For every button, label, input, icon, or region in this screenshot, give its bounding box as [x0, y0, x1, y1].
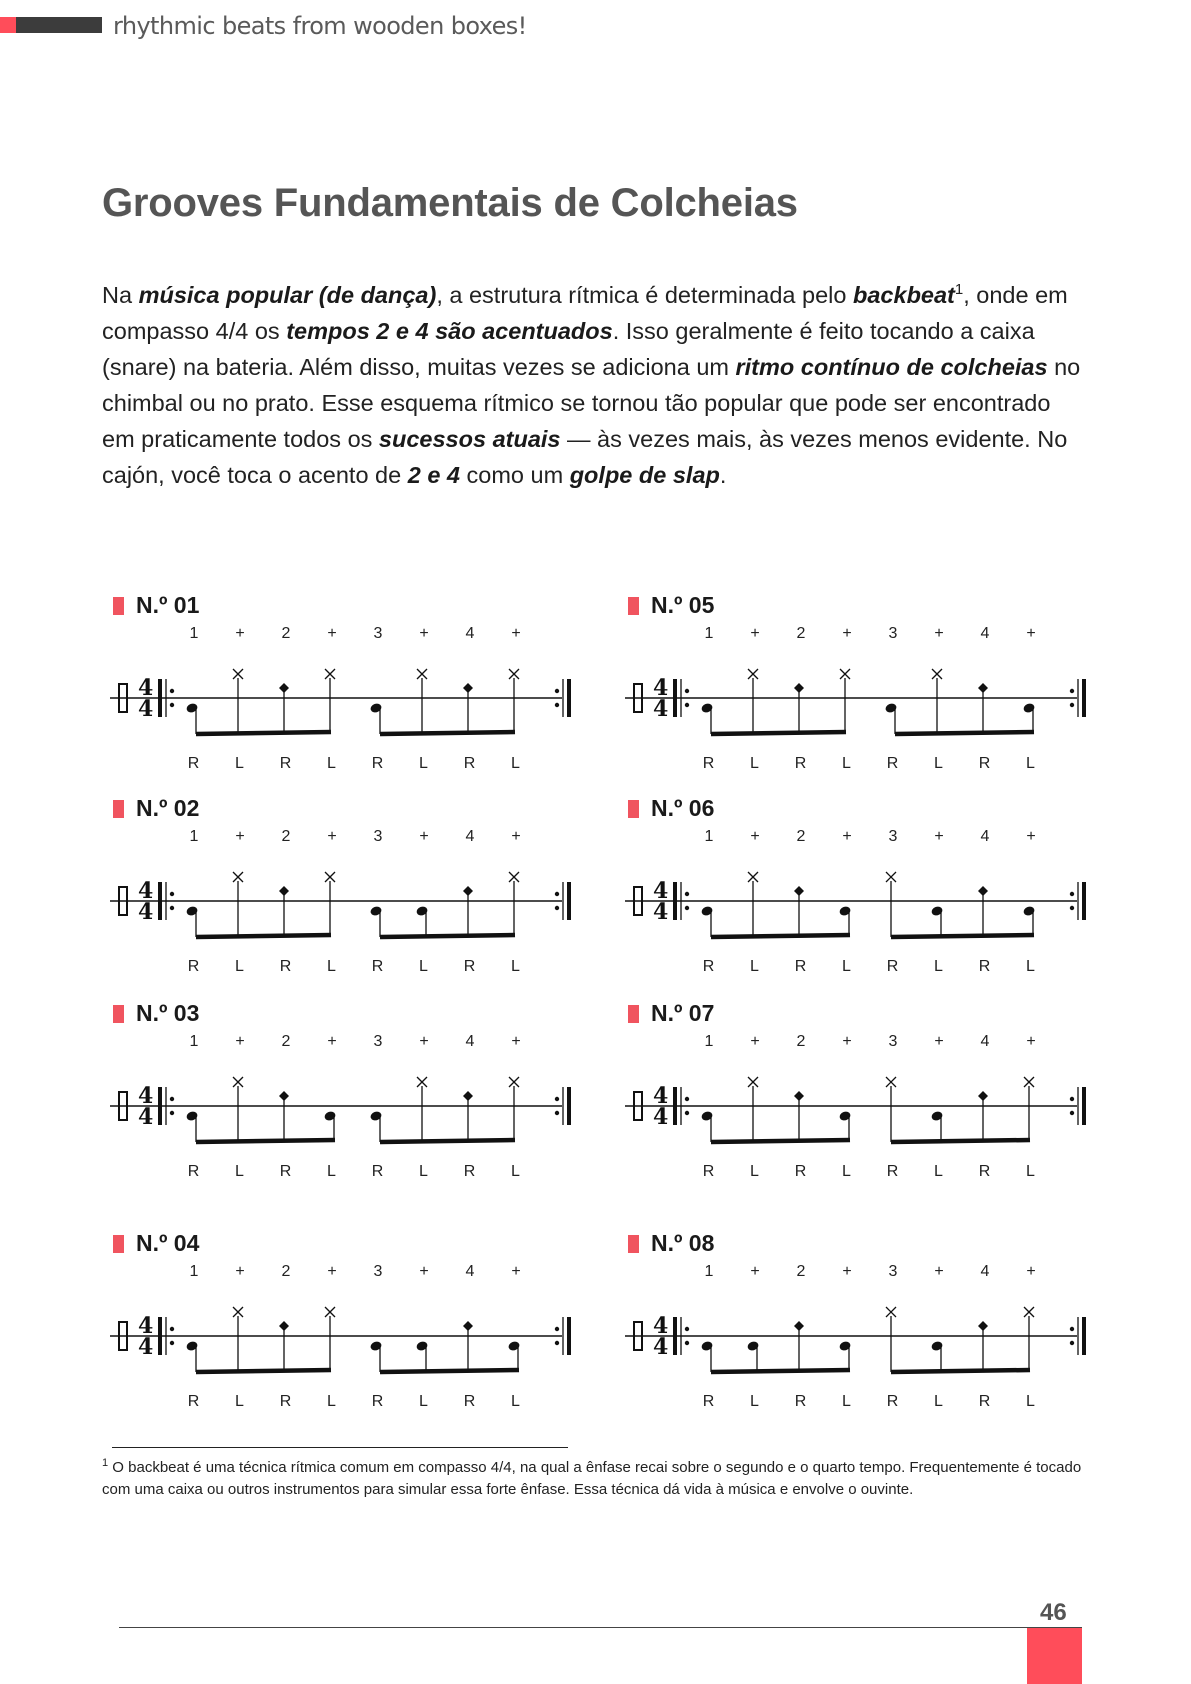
- count-label: +: [511, 625, 521, 642]
- intro-segment: , a estrutura rítmica é determinada pelo: [436, 282, 853, 308]
- repeat-dot: [685, 892, 689, 896]
- header-title: rhythmic beats from wooden boxes!: [113, 12, 527, 40]
- count-label: +: [235, 1263, 245, 1280]
- exercise-6: [617, 795, 1097, 985]
- repeat-end-thick: [567, 1087, 571, 1125]
- count-label: +: [1026, 1033, 1036, 1050]
- repeat-end-thick: [1082, 679, 1086, 717]
- count-label: 3: [373, 1263, 383, 1280]
- count-label: +: [934, 625, 944, 642]
- count-label: +: [327, 1033, 337, 1050]
- beam: [196, 732, 331, 734]
- exercise-label: N.º 01: [113, 592, 199, 619]
- count-label: +: [235, 1033, 245, 1050]
- intro-segment: como um: [460, 462, 570, 488]
- count-label: +: [842, 625, 852, 642]
- beam: [891, 1370, 1030, 1372]
- sticking-label: R: [371, 755, 385, 772]
- repeat-end-thick: [1082, 1087, 1086, 1125]
- sticking-label: L: [419, 1163, 429, 1180]
- exercise-label: N.º 08: [628, 1230, 714, 1257]
- intro-segment: , onde em compasso 4/4 os: [102, 282, 1068, 344]
- repeat-end-thick: [567, 1317, 571, 1355]
- sticking-label: L: [750, 755, 760, 772]
- sticking-label: L: [1026, 1163, 1036, 1180]
- intro-segment: tempos 2 e 4 são acentuados: [286, 318, 613, 344]
- sticking-label: L: [750, 958, 760, 975]
- exercise-7: [617, 1000, 1097, 1190]
- exercise-label: N.º 03: [113, 1000, 199, 1027]
- repeat-dot: [685, 1111, 689, 1115]
- beam: [891, 935, 1034, 937]
- notation-staff: [617, 1032, 1097, 1182]
- count-label: +: [235, 625, 245, 642]
- repeat-end-thick: [567, 679, 571, 717]
- sticking-label: R: [279, 755, 293, 772]
- sticking-label: L: [327, 1163, 337, 1180]
- count-label: +: [750, 828, 760, 845]
- page-title: Grooves Fundamentais de Colcheias: [102, 181, 798, 225]
- exercise-1: [102, 592, 582, 782]
- sticking-label: R: [978, 1163, 992, 1180]
- beam: [380, 1140, 515, 1142]
- count-label: 1: [189, 828, 199, 845]
- time-signature-bottom: 4: [653, 1104, 669, 1130]
- repeat-dot: [555, 1111, 559, 1115]
- sticking-label: L: [750, 1393, 760, 1410]
- repeat-start-thick: [158, 679, 162, 717]
- sticking-label: R: [463, 755, 477, 772]
- beam: [196, 1370, 331, 1372]
- intro-paragraph: [102, 277, 1082, 493]
- notation-staff: [102, 1262, 582, 1412]
- count-label: 4: [980, 1263, 990, 1280]
- time-signature-top: 4: [138, 878, 154, 904]
- repeat-end-thick: [1082, 1317, 1086, 1355]
- beam: [711, 732, 846, 734]
- sticking-label: R: [463, 958, 477, 975]
- sticking-label: L: [327, 755, 337, 772]
- count-label: +: [842, 1263, 852, 1280]
- repeat-dot: [555, 906, 559, 910]
- count-label: 4: [465, 1033, 475, 1050]
- sticking-label: R: [371, 958, 385, 975]
- notation-staff: [617, 1262, 1097, 1412]
- sticking-label: R: [702, 1163, 716, 1180]
- time-signature-top: 4: [138, 1083, 154, 1109]
- time-signature-top: 4: [653, 878, 669, 904]
- repeat-dot: [170, 1327, 174, 1331]
- time-signature-bottom: 4: [653, 899, 669, 925]
- header-dark-bar: [16, 17, 102, 33]
- repeat-dot: [1070, 1341, 1074, 1345]
- exercise-3: [102, 1000, 582, 1190]
- sticking-label: R: [978, 1393, 992, 1410]
- sticking-label: L: [842, 1393, 852, 1410]
- sticking-label: R: [794, 755, 808, 772]
- repeat-dot: [170, 689, 174, 693]
- intro-segment: backbeat: [853, 282, 955, 308]
- repeat-dot: [170, 1111, 174, 1115]
- intro-segment: — às vezes mais, às vezes menos evidente. No cajón, você toca o acento de: [102, 426, 1068, 488]
- time-signature-bottom: 4: [138, 1334, 154, 1360]
- count-label: 2: [796, 625, 806, 642]
- sticking-label: R: [187, 958, 201, 975]
- count-label: +: [327, 1263, 337, 1280]
- count-label: +: [327, 625, 337, 642]
- sticking-label: L: [1026, 755, 1036, 772]
- beam: [380, 732, 515, 734]
- footnote-text: O backbeat é uma técnica rítmica comum em compasso 4/4, na qual a ênfase recai sobre o segundo e o quarto tempo. Frequentemente é tocado com uma caixa ou outros instrumentos para simular essa forte ênfase. Essa técnica dá vida à música e envolve o ouvinte.: [102, 1459, 1082, 1498]
- sticking-label: R: [463, 1163, 477, 1180]
- repeat-start-thick: [673, 1317, 677, 1355]
- repeat-dot: [1070, 1327, 1074, 1331]
- sticking-label: L: [842, 755, 852, 772]
- count-label: +: [419, 625, 429, 642]
- sticking-label: R: [187, 1163, 201, 1180]
- repeat-dot: [170, 906, 174, 910]
- exercise-8: [617, 1230, 1097, 1420]
- intro-segment: . Isso geralmente é feito tocando a caixa (snare) na bateria. Além disso, muitas vezes se adiciona um: [102, 318, 1035, 380]
- count-label: +: [327, 828, 337, 845]
- repeat-dot: [685, 703, 689, 707]
- count-label: 3: [888, 828, 898, 845]
- sticking-label: R: [794, 1163, 808, 1180]
- sticking-label: L: [934, 958, 944, 975]
- count-label: +: [235, 828, 245, 845]
- exercise-4: [102, 1230, 582, 1420]
- notation-staff: [617, 624, 1097, 774]
- exercise-label: N.º 02: [113, 795, 199, 822]
- time-signature-top: 4: [653, 675, 669, 701]
- sticking-label: R: [886, 755, 900, 772]
- sticking-label: L: [235, 1393, 245, 1410]
- sticking-label: L: [1026, 958, 1036, 975]
- sticking-label: R: [978, 755, 992, 772]
- count-label: +: [934, 1033, 944, 1050]
- repeat-dot: [555, 1341, 559, 1345]
- repeat-dot: [170, 1097, 174, 1101]
- count-label: 1: [704, 828, 714, 845]
- count-label: 2: [796, 828, 806, 845]
- count-label: 3: [373, 1033, 383, 1050]
- page-number: 46: [1040, 1599, 1067, 1626]
- repeat-dot: [170, 703, 174, 707]
- count-label: 3: [888, 625, 898, 642]
- repeat-end-thick: [1082, 882, 1086, 920]
- beam: [380, 935, 515, 937]
- exercise-label: N.º 07: [628, 1000, 714, 1027]
- time-signature-top: 4: [138, 675, 154, 701]
- count-label: 4: [980, 625, 990, 642]
- beam: [196, 935, 331, 937]
- intro-segment: no chimbal ou no prato. Esse esquema rítmico se tornou tão popular que pode ser encontrado em praticamente todos os: [102, 354, 1081, 452]
- exercise-label: N.º 05: [628, 592, 714, 619]
- sticking-label: L: [235, 1163, 245, 1180]
- sticking-label: R: [886, 1163, 900, 1180]
- count-label: +: [1026, 828, 1036, 845]
- count-label: 4: [980, 828, 990, 845]
- sticking-label: L: [750, 1163, 760, 1180]
- notation-staff: [102, 624, 582, 774]
- count-label: +: [842, 828, 852, 845]
- repeat-end-thick: [567, 882, 571, 920]
- count-label: 4: [465, 625, 475, 642]
- notation-staff: [617, 827, 1097, 977]
- sticking-label: R: [886, 958, 900, 975]
- sticking-label: L: [934, 755, 944, 772]
- notation-staff: [102, 1032, 582, 1182]
- count-label: +: [750, 625, 760, 642]
- exercise-label: N.º 06: [628, 795, 714, 822]
- count-label: 4: [980, 1033, 990, 1050]
- intro-segment: sucessos atuais: [378, 426, 561, 452]
- repeat-dot: [685, 1327, 689, 1331]
- count-label: 3: [373, 625, 383, 642]
- sticking-label: R: [702, 958, 716, 975]
- beam: [711, 1140, 850, 1142]
- intro-segment: golpe de slap: [569, 462, 720, 488]
- beam: [380, 1370, 519, 1372]
- count-label: 1: [189, 1263, 199, 1280]
- time-signature-top: 4: [653, 1313, 669, 1339]
- sticking-label: R: [371, 1163, 385, 1180]
- time-signature-top: 4: [138, 1313, 154, 1339]
- time-signature-bottom: 4: [653, 696, 669, 722]
- time-signature-bottom: 4: [653, 1334, 669, 1360]
- repeat-start-thick: [673, 882, 677, 920]
- repeat-dot: [555, 703, 559, 707]
- count-label: 2: [281, 1033, 291, 1050]
- count-label: 1: [704, 1263, 714, 1280]
- intro-segment: .: [719, 462, 727, 488]
- sticking-label: R: [187, 1393, 201, 1410]
- repeat-dot: [1070, 1097, 1074, 1101]
- count-label: 1: [189, 625, 199, 642]
- page-footer-rule: [119, 1627, 1082, 1628]
- count-label: +: [419, 828, 429, 845]
- count-label: +: [1026, 625, 1036, 642]
- sticking-label: L: [327, 958, 337, 975]
- sticking-label: R: [279, 958, 293, 975]
- count-label: 2: [281, 625, 291, 642]
- count-label: +: [511, 828, 521, 845]
- beam: [711, 1370, 850, 1372]
- sticking-label: R: [371, 1393, 385, 1410]
- sticking-label: L: [511, 1163, 521, 1180]
- count-label: +: [750, 1033, 760, 1050]
- page-corner-tab: [1027, 1628, 1082, 1684]
- repeat-dot: [685, 1341, 689, 1345]
- sticking-label: L: [511, 958, 521, 975]
- count-label: 1: [704, 625, 714, 642]
- sticking-label: R: [187, 755, 201, 772]
- time-signature-bottom: 4: [138, 899, 154, 925]
- intro-segment: Na: [102, 282, 139, 308]
- repeat-dot: [555, 1097, 559, 1101]
- beam: [711, 935, 850, 937]
- notation-staff: [102, 827, 582, 977]
- sticking-label: R: [794, 958, 808, 975]
- repeat-start-thick: [158, 1087, 162, 1125]
- repeat-start-thick: [158, 1317, 162, 1355]
- count-label: +: [419, 1263, 429, 1280]
- repeat-start-thick: [673, 1087, 677, 1125]
- repeat-dot: [1070, 1111, 1074, 1115]
- count-label: 2: [281, 1263, 291, 1280]
- exercise-label: N.º 04: [113, 1230, 199, 1257]
- repeat-dot: [685, 689, 689, 693]
- time-signature-top: 4: [653, 1083, 669, 1109]
- intro-segment: 1: [954, 281, 964, 299]
- count-label: 2: [281, 828, 291, 845]
- repeat-start-thick: [673, 679, 677, 717]
- sticking-label: R: [463, 1393, 477, 1410]
- exercise-5: [617, 592, 1097, 782]
- sticking-label: R: [702, 1393, 716, 1410]
- repeat-dot: [555, 892, 559, 896]
- count-label: 3: [888, 1033, 898, 1050]
- repeat-dot: [1070, 892, 1074, 896]
- sticking-label: R: [279, 1163, 293, 1180]
- sticking-label: R: [794, 1393, 808, 1410]
- time-signature-bottom: 4: [138, 1104, 154, 1130]
- count-label: +: [1026, 1263, 1036, 1280]
- repeat-dot: [555, 1327, 559, 1331]
- sticking-label: R: [978, 958, 992, 975]
- repeat-dot: [555, 689, 559, 693]
- count-label: 3: [888, 1263, 898, 1280]
- count-label: +: [750, 1263, 760, 1280]
- sticking-label: L: [511, 755, 521, 772]
- count-label: 4: [465, 828, 475, 845]
- sticking-label: L: [511, 1393, 521, 1410]
- count-label: 1: [189, 1033, 199, 1050]
- sticking-label: L: [842, 1163, 852, 1180]
- repeat-dot: [1070, 703, 1074, 707]
- count-label: 1: [704, 1033, 714, 1050]
- count-label: +: [934, 1263, 944, 1280]
- count-label: +: [511, 1033, 521, 1050]
- count-label: 2: [796, 1033, 806, 1050]
- count-label: 4: [465, 1263, 475, 1280]
- header-accent-bar: [0, 17, 16, 33]
- sticking-label: L: [419, 958, 429, 975]
- repeat-start-thick: [158, 882, 162, 920]
- footnote-divider: [112, 1447, 568, 1448]
- footnote: [102, 1452, 1092, 1501]
- sticking-label: L: [235, 958, 245, 975]
- sticking-label: R: [279, 1393, 293, 1410]
- count-label: +: [934, 828, 944, 845]
- intro-segment: ritmo contínuo de colcheias: [735, 354, 1048, 380]
- repeat-dot: [170, 1341, 174, 1345]
- sticking-label: L: [934, 1163, 944, 1180]
- intro-segment: música popular (de dança): [138, 282, 437, 308]
- count-label: 2: [796, 1263, 806, 1280]
- sticking-label: L: [934, 1393, 944, 1410]
- sticking-label: L: [842, 958, 852, 975]
- sticking-label: L: [419, 755, 429, 772]
- beam: [196, 1140, 335, 1142]
- exercise-2: [102, 795, 582, 985]
- beam: [891, 1140, 1030, 1142]
- sticking-label: L: [327, 1393, 337, 1410]
- count-label: +: [842, 1033, 852, 1050]
- repeat-dot: [1070, 689, 1074, 693]
- intro-segment: 2 e 4: [407, 462, 460, 488]
- count-label: +: [511, 1263, 521, 1280]
- sticking-label: L: [235, 755, 245, 772]
- sticking-label: R: [886, 1393, 900, 1410]
- repeat-dot: [685, 1097, 689, 1101]
- beam: [895, 732, 1034, 734]
- repeat-dot: [170, 892, 174, 896]
- count-label: +: [419, 1033, 429, 1050]
- repeat-dot: [1070, 906, 1074, 910]
- time-signature-bottom: 4: [138, 696, 154, 722]
- sticking-label: L: [419, 1393, 429, 1410]
- sticking-label: L: [1026, 1393, 1036, 1410]
- repeat-dot: [685, 906, 689, 910]
- sticking-label: R: [702, 755, 716, 772]
- footnote-marker: 1: [102, 1457, 109, 1469]
- count-label: 3: [373, 828, 383, 845]
